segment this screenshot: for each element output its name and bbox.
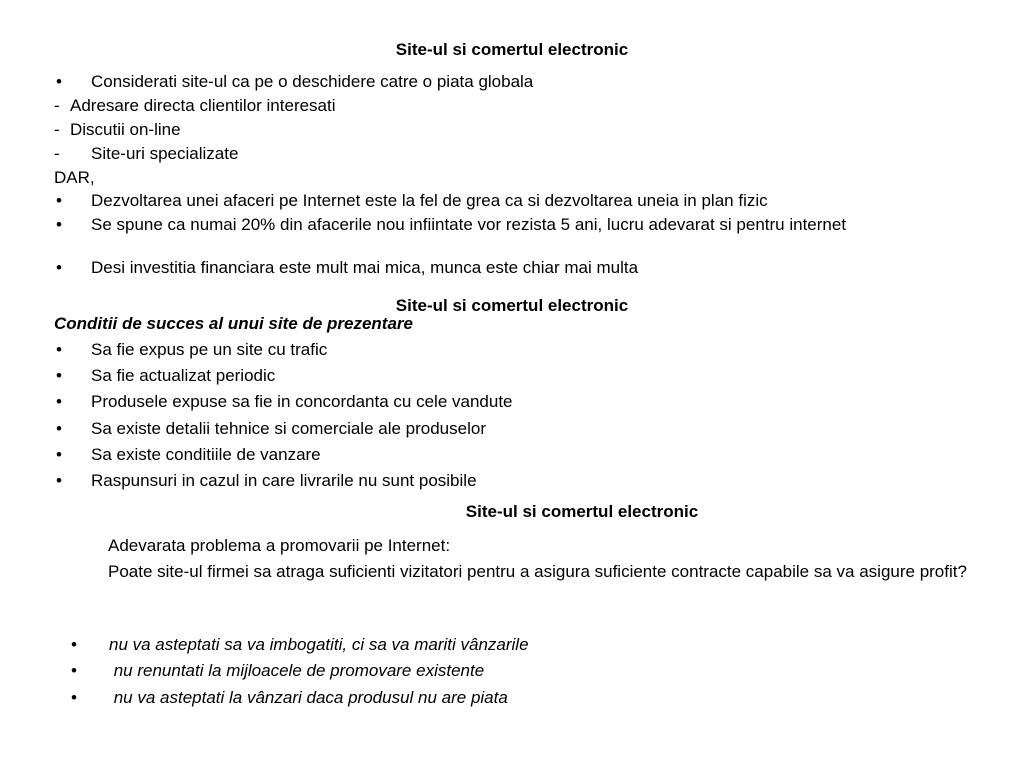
- bullet-marker: •: [56, 72, 62, 91]
- dash-marker: -: [54, 120, 60, 139]
- bullet-marker: •: [56, 215, 62, 234]
- bullet-marker: •: [71, 635, 77, 654]
- bullet-marker: •: [56, 392, 62, 411]
- bullet-marker: •: [71, 688, 77, 707]
- list-item-text: Site-uri specializate: [91, 144, 239, 163]
- list-item-text: Se spune ca numai 20% din afacerile nou infiintate vor rezista 5 ani, lucru adevarat si pentru internet: [91, 215, 847, 234]
- bullet-marker: •: [71, 661, 77, 680]
- list-item-text: Discutii on-line: [70, 120, 181, 139]
- bullet-marker: •: [56, 471, 62, 490]
- list-item-text: nu va asteptati sa va imbogatiti, ci sa va mariti vânzarile: [109, 635, 529, 654]
- list-item-text: Produsele expuse sa fie in concordanta cu cele vandute: [91, 392, 513, 411]
- list-item-text: Sa fie expus pe un site cu trafic: [91, 340, 328, 359]
- dar-label: DAR,: [54, 168, 95, 187]
- list-item-text: Sa existe conditiile de vanzare: [91, 445, 321, 464]
- list-item-text: Sa existe detalii tehnice si comerciale ale produselor: [91, 419, 486, 438]
- list-item-text: Dezvoltarea unei afaceri pe Internet este la fel de grea ca si dezvoltarea uneia in plan fizic: [91, 191, 768, 210]
- list-item-text: Adresare directa clientilor interesati: [70, 96, 336, 115]
- list-item-text: nu va asteptati la vânzari daca produsul nu are piata: [109, 688, 508, 707]
- paragraph: Poate site-ul firmei sa atraga suficienti vizitatori pentru a asigura suficiente contracte capabile sa va asigure profit?: [108, 562, 967, 581]
- bullet-marker: •: [56, 191, 62, 210]
- bullet-marker: •: [56, 366, 62, 385]
- dash-marker: -: [54, 96, 60, 115]
- section-2-title: Site-ul si comertul electronic: [395, 296, 629, 315]
- list-item-text: Considerati site-ul ca pe o deschidere catre o piata globala: [91, 72, 534, 91]
- list-item-text: Desi investitia financiara este mult mai mica, munca este chiar mai multa: [91, 258, 639, 277]
- list-item-text: Raspunsuri in cazul in care livrarile nu sunt posibile: [91, 471, 477, 490]
- paragraph: Adevarata problema a promovarii pe Internet:: [108, 536, 451, 555]
- section-2-subtitle: Conditii de succes al unui site de prezentare: [54, 314, 413, 333]
- bullet-marker: •: [56, 340, 62, 359]
- bullet-marker: •: [56, 258, 62, 277]
- bullet-marker: •: [56, 419, 62, 438]
- list-item-text: nu renuntati la mijloacele de promovare existente: [109, 661, 485, 680]
- section-3-title: Site-ul si comertul electronic: [465, 502, 699, 521]
- bullet-marker: •: [56, 445, 62, 464]
- dash-marker: -: [54, 144, 60, 163]
- section-1-title: Site-ul si comertul electronic: [395, 40, 629, 59]
- list-item-text: Sa fie actualizat periodic: [91, 366, 276, 385]
